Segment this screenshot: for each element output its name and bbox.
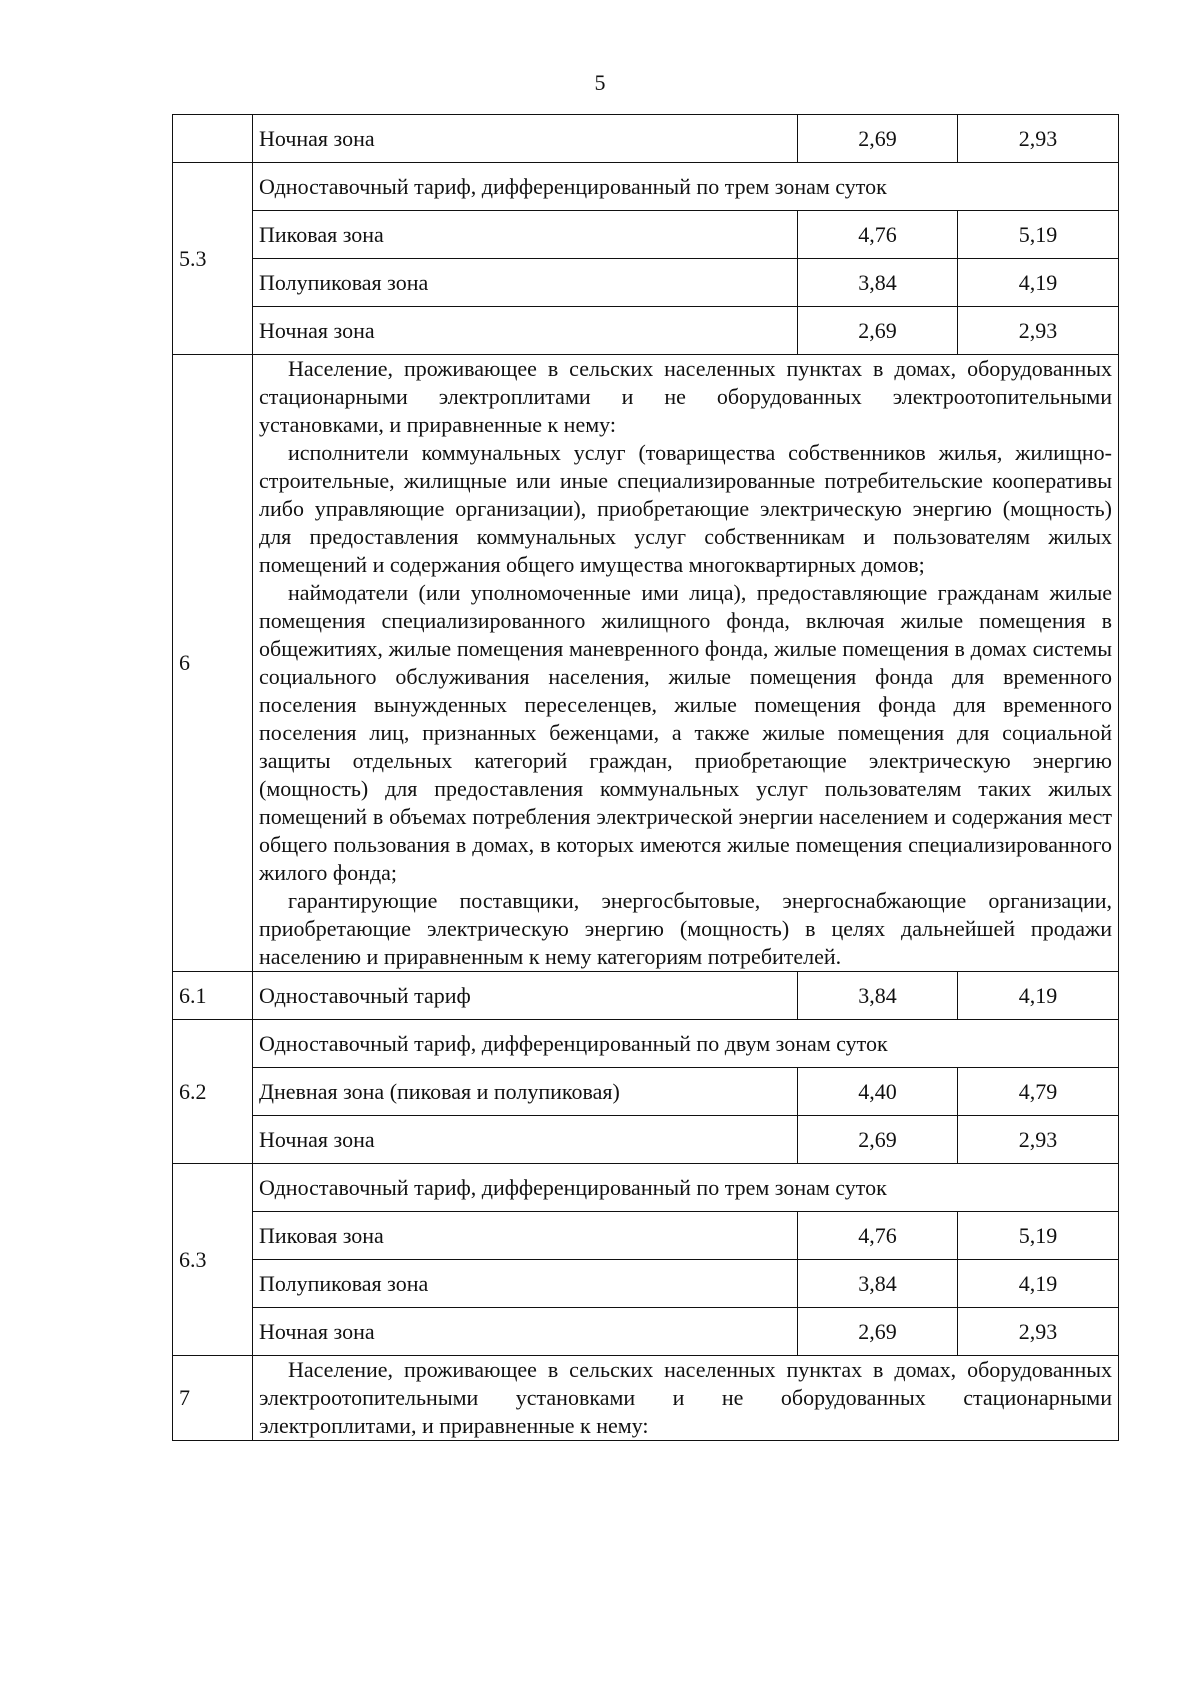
zone-name: Полупиковая зона [253, 1260, 798, 1308]
description-paragraph: наймодатели (или уполномоченные ими лица), предоставляющие гражданам жилые помещения специализированного жилищного фонда, включая жилые помещения в общежитиях, жилые помещения маневренного фонда, жилые помещения в домах системы социального обслуживания населения, жилые помещения фонда для временного поселения вынужденных переселенцев, жилые помещения фонда для временного поселения лиц, признанных беженцами, а также жилые помещения для социальной защиты отдельных категорий граждан, приобретающие электрическую энергию (мощность) для предоставления коммунальных услуг пользователям таких жилых помещений в объемах потребления электрической энергии населением и содержания мест общего пользования в домах, в которых имеются жилые помещения специализированного жилого фонда; [259, 580, 1112, 885]
tariff-value-2: 4,19 [958, 1260, 1119, 1308]
row-number: 6.1 [173, 972, 253, 1020]
tariff-value-1: 4,40 [798, 1068, 958, 1116]
tariff-value-2: 4,79 [958, 1068, 1119, 1116]
tariff-heading: Одноставочный тариф, дифференцированный по трем зонам суток [253, 163, 1119, 211]
zone-name: Пиковая зона [253, 211, 798, 259]
row-number: 7 [173, 1356, 253, 1441]
table-row [173, 211, 1119, 259]
table-row [173, 1068, 1119, 1116]
zone-name: Ночная зона [253, 307, 798, 355]
tariff-heading: Одноставочный тариф, дифференцированный по трем зонам суток [253, 1164, 1119, 1212]
tariff-value-1: 2,69 [798, 115, 958, 163]
table-row [173, 1308, 1119, 1356]
table-row [173, 115, 1119, 163]
table-row [173, 1020, 1119, 1068]
tariff-name: Одноставочный тариф [253, 972, 798, 1020]
description-paragraph: Население, проживающее в сельских населенных пунктах в домах, оборудованных стационарными электроплитами и не оборудованных электроотопительными установками, и приравненные к нему: [259, 356, 1112, 437]
row-number: 5.3 [173, 163, 253, 355]
table-row [173, 355, 1119, 972]
table-row [173, 972, 1119, 1020]
tariff-value-2: 2,93 [958, 307, 1119, 355]
table-row [173, 1356, 1119, 1441]
tariff-value-1: 2,69 [798, 1116, 958, 1164]
tariff-value-1: 2,69 [798, 307, 958, 355]
tariff-value-2: 5,19 [958, 1212, 1119, 1260]
consumer-category-description [253, 1356, 1119, 1441]
tariff-value-1: 4,76 [798, 1212, 958, 1260]
tariff-value-1: 2,69 [798, 1308, 958, 1356]
zone-name: Дневная зона (пиковая и полупиковая) [253, 1068, 798, 1116]
tariff-value-1: 4,76 [798, 211, 958, 259]
zone-name: Ночная зона [253, 1116, 798, 1164]
tariff-value-1: 3,84 [798, 259, 958, 307]
description-paragraph: Население, проживающее в сельских населенных пунктах в домах, оборудованных электроотопительными установками и не оборудованных стационарными электроплитами, и приравненные к нему: [259, 1357, 1112, 1438]
row-number [173, 115, 253, 163]
table-row [173, 307, 1119, 355]
table-row [173, 1116, 1119, 1164]
zone-name: Ночная зона [253, 115, 798, 163]
row-number: 6.3 [173, 1164, 253, 1356]
table-row [173, 259, 1119, 307]
tariff-value-1: 3,84 [798, 1260, 958, 1308]
tariff-value-2: 2,93 [958, 1116, 1119, 1164]
page-number: 5 [594, 70, 606, 95]
tariff-table [172, 114, 1119, 1441]
tariff-value-2: 2,93 [958, 1308, 1119, 1356]
table-row [173, 163, 1119, 211]
table-row [173, 1212, 1119, 1260]
zone-name: Пиковая зона [253, 1212, 798, 1260]
table-row [173, 1164, 1119, 1212]
zone-name: Полупиковая зона [253, 259, 798, 307]
row-number: 6 [173, 355, 253, 972]
zone-name: Ночная зона [253, 1308, 798, 1356]
row-number: 6.2 [173, 1020, 253, 1164]
tariff-value-2: 4,19 [958, 972, 1119, 1020]
tariff-value-2: 4,19 [958, 259, 1119, 307]
table-row [173, 1260, 1119, 1308]
tariff-value-2: 5,19 [958, 211, 1119, 259]
tariff-value-2: 2,93 [958, 115, 1119, 163]
tariff-value-1: 3,84 [798, 972, 958, 1020]
consumer-category-description [253, 355, 1119, 972]
description-paragraph: гарантирующие поставщики, энергосбытовые, энергоснабжающие организации, приобретающие электрическую энергию (мощность) в целях дальнейшей продажи населению и приравненным к нему категориям потребителей. [259, 888, 1112, 969]
description-paragraph: исполнители коммунальных услуг (товарищества собственников жилья, жилищно-строительные, жилищные или иные специализированные потребительские кооперативы либо управляющие организации), приобретающие электрическую энергию (мощность) для предоставления коммунальных услуг собственникам и пользователям жилых помещений и содержания общего имущества многоквартирных домов; [259, 440, 1112, 577]
tariff-heading: Одноставочный тариф, дифференцированный по двум зонам суток [253, 1020, 1119, 1068]
